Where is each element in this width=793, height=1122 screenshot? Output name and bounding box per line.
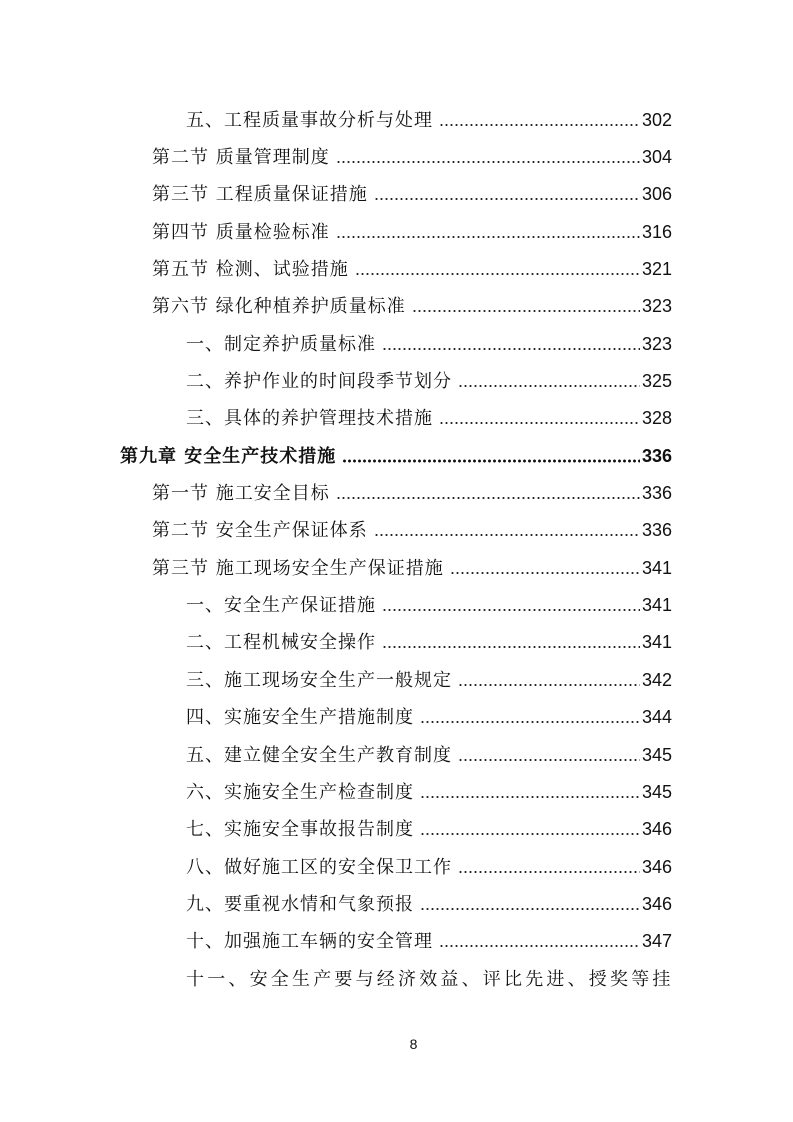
toc-entry-title: 八、做好施工区的安全保卫工作	[186, 856, 452, 878]
dot-leader	[382, 645, 640, 649]
toc-entry-page: 345	[641, 781, 672, 802]
toc-subsection-entry[interactable]	[0, 772, 793, 809]
dot-leader	[382, 347, 640, 351]
toc-entry-title: 第二节 质量管理制度	[152, 147, 330, 169]
toc-subsection-entry[interactable]	[0, 623, 793, 660]
dot-leader	[420, 720, 640, 724]
dot-leader	[458, 384, 640, 388]
toc-entry-title: 第四节 质量检验标准	[152, 221, 330, 243]
toc-entry-page: 328	[641, 408, 672, 429]
toc-subsection-entry[interactable]	[0, 585, 793, 622]
toc-entry-title: 五、建立健全安全生产教育制度	[186, 744, 452, 766]
toc-entry-page: 321	[641, 259, 672, 280]
toc-entry-page: 323	[641, 333, 672, 354]
toc-entry-page: 341	[641, 595, 672, 616]
toc-entry-page: 341	[641, 632, 672, 653]
dot-leader	[374, 533, 640, 537]
dot-leader	[382, 608, 640, 612]
dot-leader	[342, 459, 640, 463]
toc-subsection-entry[interactable]	[0, 361, 793, 398]
toc-subsection-entry[interactable]	[0, 735, 793, 772]
toc-subsection-entry[interactable]	[0, 324, 793, 361]
toc-entry-page: 346	[641, 819, 672, 840]
dot-leader	[450, 571, 640, 575]
toc-entry-title: 第二节 安全生产保证体系	[152, 520, 368, 542]
toc-entry-title: 十一、安全生产要与经济效益、评比先进、授奖等挂	[186, 968, 674, 990]
dot-leader	[355, 272, 640, 276]
toc-subsection-entry[interactable]	[0, 959, 793, 996]
toc-entry-title: 三、施工现场安全生产一般规定	[186, 669, 452, 691]
page-number: 8	[409, 1036, 418, 1052]
toc-entry-page: 323	[641, 296, 672, 317]
toc-entry-title: 第三节 施工现场安全生产保证措施	[152, 557, 444, 579]
toc-entry-title: 第三节 工程质量保证措施	[152, 184, 368, 206]
dot-leader	[420, 795, 640, 799]
toc-entry-page: 346	[641, 856, 672, 877]
toc-entry-title: 九、要重视水情和气象预报	[186, 893, 414, 915]
dot-leader	[439, 421, 640, 425]
toc-entry-page: 306	[641, 184, 672, 205]
toc-section-entry[interactable]	[0, 473, 793, 510]
toc-chapter-entry[interactable]	[0, 436, 793, 473]
dot-leader	[439, 123, 640, 127]
toc-subsection-entry[interactable]	[0, 884, 793, 921]
toc-entry-title: 第五节 检测、试验措施	[152, 259, 349, 281]
dot-leader	[412, 309, 640, 313]
toc-entry-page: 345	[641, 744, 672, 765]
dot-leader	[458, 870, 640, 874]
toc-entry-title: 三、具体的养护管理技术措施	[186, 408, 433, 430]
toc-entry-title: 二、养护作业的时间段季节划分	[186, 371, 452, 393]
toc-entry-page: 336	[641, 483, 672, 504]
toc-entry-page: 341	[641, 557, 672, 578]
toc-subsection-entry[interactable]	[0, 847, 793, 884]
toc-entry-title: 第九章 安全生产技术措施	[120, 445, 337, 467]
dot-leader	[439, 944, 640, 948]
dot-leader	[336, 235, 640, 239]
toc-section-entry[interactable]	[0, 175, 793, 212]
toc-entry-page: 336	[641, 520, 672, 541]
dot-leader	[336, 496, 640, 500]
toc-subsection-entry[interactable]	[0, 660, 793, 697]
toc-section-entry[interactable]	[0, 249, 793, 286]
toc-entry-title: 七、实施安全事故报告制度	[186, 819, 414, 841]
toc-entry-page: 344	[641, 707, 672, 728]
toc-entry-page: 316	[641, 221, 672, 242]
toc-subsection-entry[interactable]	[0, 810, 793, 847]
dot-leader	[458, 758, 640, 762]
toc-entry-page: 346	[641, 893, 672, 914]
toc-entry-page: 325	[641, 371, 672, 392]
toc-subsection-entry[interactable]	[0, 698, 793, 735]
toc-entry-title: 四、实施安全生产措施制度	[186, 707, 414, 729]
toc-entry-title: 二、工程机械安全操作	[186, 632, 376, 654]
toc-subsection-entry[interactable]	[0, 100, 793, 137]
toc-subsection-entry[interactable]	[0, 922, 793, 959]
toc-section-entry[interactable]	[0, 287, 793, 324]
toc-section-entry[interactable]	[0, 137, 793, 174]
toc-entry-title: 一、制定养护质量标准	[186, 333, 376, 355]
dot-leader	[336, 160, 640, 164]
dot-leader	[420, 907, 640, 911]
dot-leader	[458, 683, 640, 687]
dot-leader	[420, 832, 640, 836]
toc-section-entry[interactable]	[0, 548, 793, 585]
toc-entry-page: 302	[641, 109, 672, 130]
dot-leader	[374, 197, 640, 201]
toc-entry-title: 第六节 绿化种植养护质量标准	[152, 296, 406, 318]
toc-subsection-entry[interactable]	[0, 399, 793, 436]
toc-entry-title: 五、工程质量事故分析与处理	[186, 109, 433, 131]
toc-entry-page: 347	[641, 931, 672, 952]
table-of-contents	[0, 100, 793, 996]
toc-section-entry[interactable]	[0, 511, 793, 548]
toc-entry-title: 十、加强施工车辆的安全管理	[186, 931, 433, 953]
toc-entry-page: 336	[641, 445, 672, 466]
toc-entry-page: 342	[641, 669, 672, 690]
toc-entry-title: 一、安全生产保证措施	[186, 595, 376, 617]
toc-section-entry[interactable]	[0, 212, 793, 249]
toc-entry-title: 第一节 施工安全目标	[152, 483, 330, 505]
toc-entry-page: 304	[641, 147, 672, 168]
toc-entry-title: 六、实施安全生产检查制度	[186, 781, 414, 803]
